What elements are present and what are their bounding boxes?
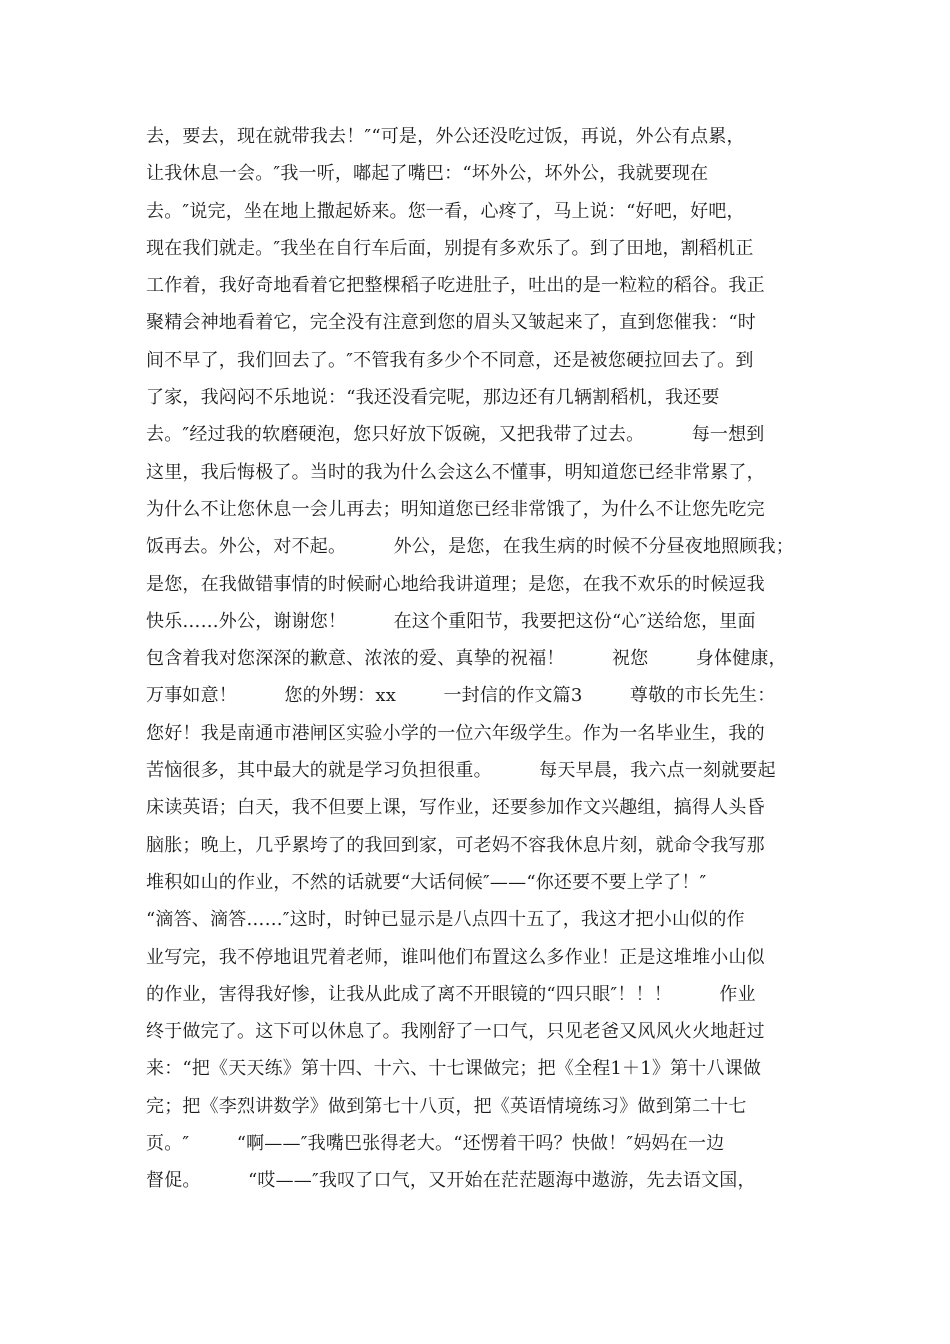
- text-line: 终于做完了。这下可以休息了。我刚舒了一口气，只见老爸又风风火火地赶过: [146, 1021, 765, 1043]
- text-line: 工作着，我好奇地看着它把整棵稻子吃进肚子，吐出的是一粒粒的稻谷。我正: [146, 275, 765, 297]
- text-line: 是您，在我做错事情的时候耐心地给我讲道理；是您，在我不欢乐的时候逗我: [146, 573, 765, 595]
- text-line: 万事如意！ 您的外甥：xx 一封信的作文篇3 尊敬的市长先生：: [146, 685, 776, 707]
- text-line: 堆积如山的作业，不然的话就要“大话伺候″——“你还要不要上学了！″: [146, 871, 707, 893]
- text-line: 为什么不让您休息一会儿再去；明知道您已经非常饿了，为什么不让您先吃完: [146, 498, 765, 520]
- text-line: 来：“把《天天练》第十四、十六、十七课做完；把《全程1＋1》第十八课做: [146, 1058, 762, 1080]
- text-line: 苦恼很多，其中最大的就是学习负担很重。 每天早晨，我六点一刻就要起: [146, 760, 776, 782]
- text-line: 了家，我闷闷不乐地说：“我还没看完呢，那边还有几辆割稻机，我还要: [146, 387, 720, 409]
- text-line: 快乐……外公，谢谢您！ 在这个重阳节，我要把这份“心″送给您，里面: [146, 610, 756, 632]
- text-line: 去。″经过我的软磨硬泡，您只好放下饭碗，又把我带了过去。 每一想到: [146, 424, 765, 446]
- text-line: 包含着我对您深深的歉意、浓浓的爱、真挚的祝福！ 祝您 身体健康，: [146, 648, 787, 670]
- text-line: 这里，我后悔极了。当时的我为什么会这么不懂事，明知道您已经非常累了，: [146, 461, 765, 483]
- text-line: 床读英语；白天，我不但要上课，写作业，还要参加作文兴趣组，搞得人头昏: [146, 797, 765, 819]
- text-line: 聚精会神地看着它，完全没有注意到您的眉头又皱起来了，直到您催我：“时: [146, 312, 756, 334]
- text-line: 的作业，害得我好惨，让我从此成了离不开眼镜的“四只眼″！！！ 作业: [146, 983, 756, 1005]
- text-line: 饭再去。外公，对不起。 外公，是您，在我生病的时候不分昼夜地照顾我；: [146, 536, 794, 558]
- text-line: 去，要去，现在就带我去！″“可是，外公还没吃过饭，再说，外公有点累，: [146, 126, 745, 147]
- text-line: 间不早了，我们回去了。″不管我有多少个不同意，还是被您硬拉回去了。到: [146, 349, 754, 371]
- text-line: 您好！我是南通市港闸区实验小学的一位六年级学生。作为一名毕业生，我的: [146, 722, 765, 744]
- text-line: 现在我们就走。″我坐在自行车后面，别提有多欢乐了。到了田地，割稻机正: [146, 237, 754, 259]
- text-line: 让我休息一会。″我一听，嘟起了嘴巴：“坏外公，坏外公，我就要现在: [146, 163, 709, 185]
- text-line: 完；把《李烈讲数学》做到第七十八页，把《英语情境练习》做到第二十七: [146, 1095, 747, 1117]
- text-line: 业写完，我不停地诅咒着老师，谁叫他们布置这么多作业！正是这堆堆小山似: [146, 946, 765, 968]
- text-line: 督促。 “哎——″我叹了口气，又开始在茫茫题海中遨游，先去语文国，: [146, 1170, 756, 1192]
- text-line: “滴答、滴答……″这时，时钟已显示是八点四十五了，我这才把小山似的作: [146, 909, 745, 931]
- text-line: 去。″说完，坐在地上撒起娇来。您一看，心疼了，马上说：“好吧，好吧，: [146, 200, 745, 222]
- text-line: 页。″ “啊——″我嘴巴张得老大。“还愣着干吗？快做！″妈妈在一边: [146, 1133, 725, 1155]
- text-line: 脑胀；晚上，几乎累垮了的我回到家，可老妈不容我休息片刻，就命令我写那: [146, 834, 765, 856]
- document-body: [146, 118, 811, 1200]
